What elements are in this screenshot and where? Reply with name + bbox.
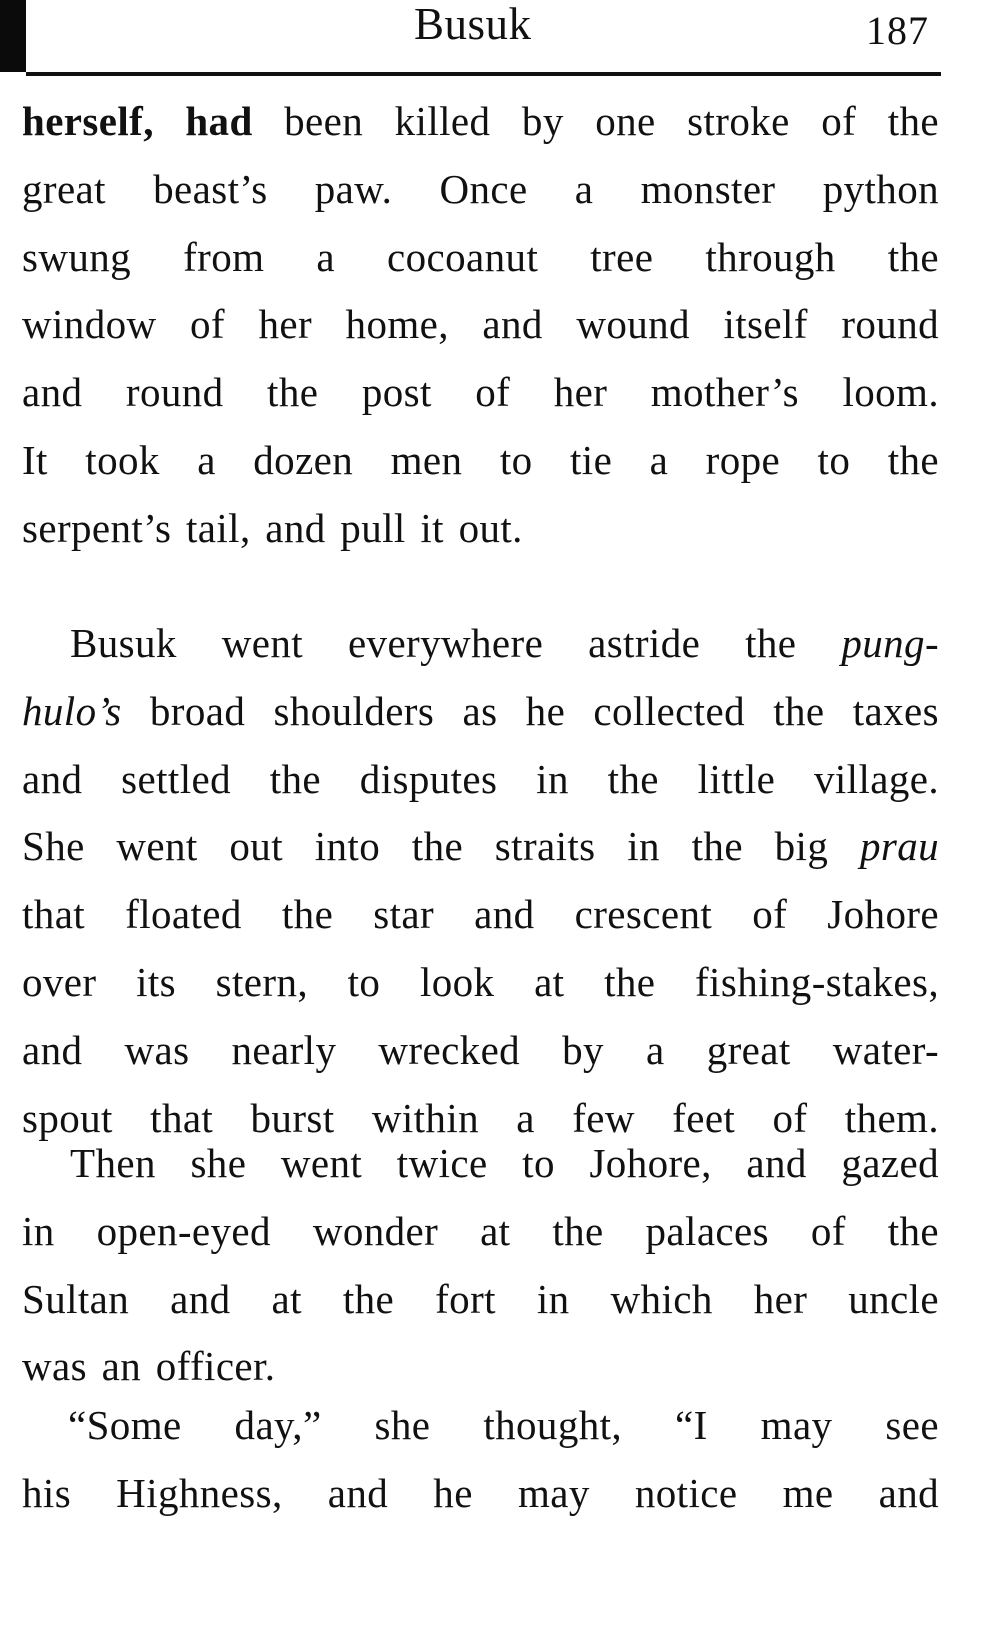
text-line: and round the post of her mother’s loom. — [22, 369, 939, 416]
header-rule — [26, 72, 941, 76]
text-line: spout that burst within a few feet of them. — [22, 1094, 939, 1141]
text-fragment-italic: prau — [859, 823, 939, 870]
text-line: Then she went twice to Johore, and gazed — [70, 1140, 939, 1186]
text-line: window of her home, and wound itself round — [22, 301, 939, 348]
text-line — [22, 678, 939, 746]
text-fragment-italic: pung- — [841, 620, 939, 666]
text-line: that floated the star and crescent of Johore — [22, 891, 939, 938]
paragraph-2 — [22, 610, 939, 1152]
paragraph-1 — [22, 88, 939, 563]
text-line: and settled the disputes in the little village. — [22, 755, 939, 802]
text-fragment-bold: herself, had — [22, 98, 253, 144]
text-line: and was nearly wrecked by a great water- — [22, 1026, 939, 1073]
text-line: It took a dozen men to tie a rope to the — [22, 436, 939, 483]
paragraph-4 — [22, 1392, 939, 1528]
text-line: swung from a cocoanut tree through the — [22, 233, 939, 280]
text-line: great beast’s paw. Once a monster python — [22, 165, 939, 212]
text-line: “Some day,” she thought, “I may see — [68, 1402, 939, 1448]
text-line: in open-eyed wonder at the palaces of the — [22, 1207, 939, 1254]
text-fragment: been killed by one stroke of the — [252, 98, 939, 144]
running-head — [0, 0, 1000, 60]
text-fragment: She went out into the straits in the big — [22, 823, 860, 870]
paragraph-3 — [22, 1130, 939, 1401]
text-line: over its stern, to look at the fishing-stakes, — [22, 958, 939, 1005]
text-line — [22, 88, 939, 156]
running-head-title: Busuk — [414, 0, 532, 49]
text-line: his Highness, and he may notice me and — [22, 1469, 939, 1516]
text-fragment: broad shoulders as he collected the taxes — [121, 687, 939, 734]
text-fragment: Busuk went everywhere astride the — [70, 620, 842, 666]
text-fragment-italic: hulo’s — [22, 687, 122, 734]
text-line: serpent’s tail, and pull it out. — [22, 504, 523, 551]
text-line: was an officer. — [22, 1343, 276, 1390]
text-line — [22, 610, 939, 678]
text-line: Sultan and at the fort in which her uncle — [22, 1275, 939, 1322]
text-line — [22, 813, 939, 881]
page-number: 187 — [866, 8, 929, 53]
